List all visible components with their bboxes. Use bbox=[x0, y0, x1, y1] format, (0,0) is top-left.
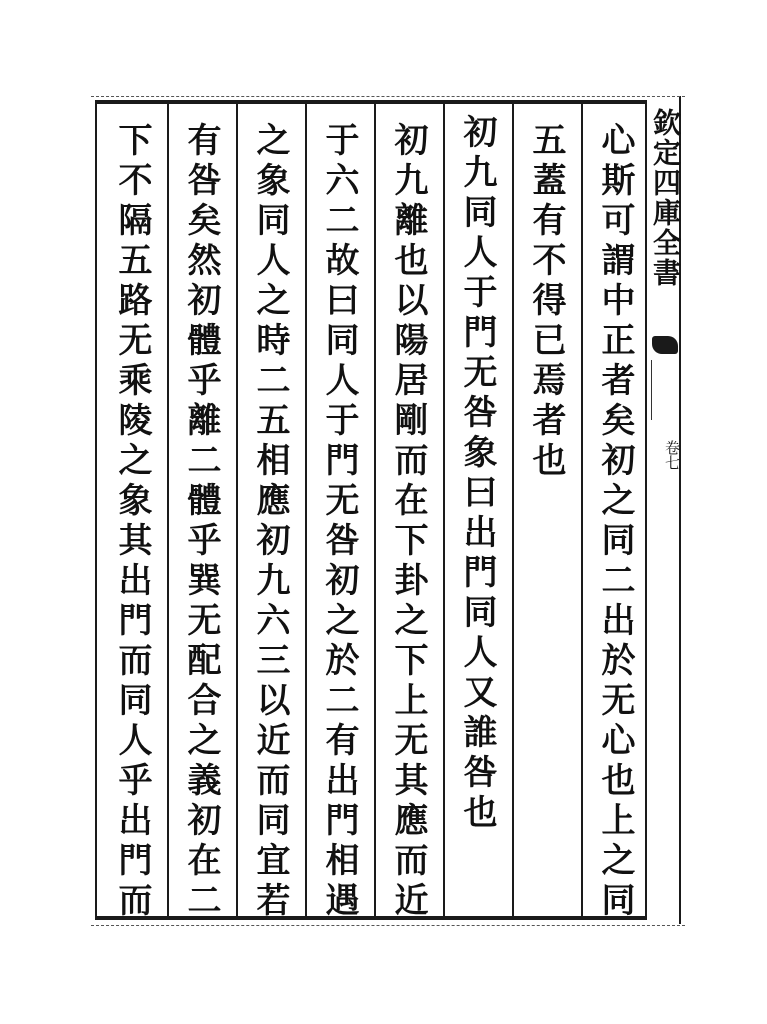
text-column-1 bbox=[583, 104, 647, 922]
column-text: 心斯可謂中正者矣初之同二出於无心也上之同 bbox=[595, 122, 635, 922]
column-text: 之象同人之時二五相應初九六三以近而同宜若 bbox=[250, 122, 290, 922]
column-text: 初九同人于門无咎象曰出門同人又誰咎也 bbox=[457, 114, 497, 834]
column-text: 五蓋有不得已焉者也 bbox=[526, 122, 566, 482]
column-text: 有咎矣然初體乎離二體乎巽无配合之義初在二 bbox=[181, 122, 221, 922]
text-column-2 bbox=[514, 104, 578, 916]
text-column-5 bbox=[307, 104, 371, 922]
text-column-7 bbox=[169, 104, 233, 922]
text-frame bbox=[95, 100, 647, 920]
text-column-8 bbox=[100, 104, 164, 922]
fish-tail-mark-icon bbox=[652, 336, 678, 354]
text-column-4 bbox=[376, 104, 440, 922]
column-text: 初九離也以陽居剛而在下卦之下上无其應而近 bbox=[388, 122, 428, 922]
text-column-6 bbox=[238, 104, 302, 922]
book-title: 欽定四庫全書 bbox=[649, 108, 682, 288]
volume-label: 卷七 bbox=[663, 440, 681, 470]
margin-divider bbox=[651, 360, 652, 420]
column-text: 于六二故曰同人于門无咎初之於二有出門相遇 bbox=[319, 122, 359, 922]
text-column-3 bbox=[445, 104, 509, 916]
column-text: 下不隔五路无乘陵之象其出門而同人乎出門而 bbox=[112, 122, 152, 922]
